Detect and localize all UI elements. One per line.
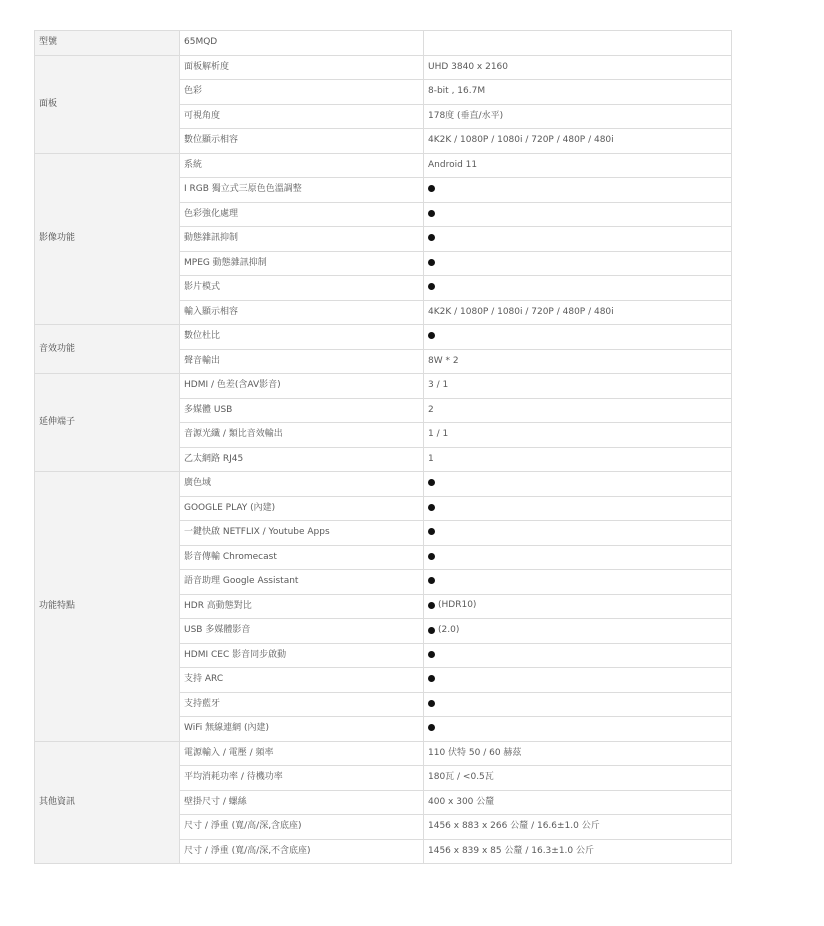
feature-label: WiFi 無線連網 (內建) [180, 717, 424, 742]
feature-label: 系統 [180, 153, 424, 178]
feature-support-cell [424, 717, 732, 742]
supported-dot-icon [428, 479, 435, 486]
feature-label: 語音助理 Google Assistant [180, 570, 424, 595]
feature-label: 尺寸 / 淨重 (寬/高/深,含底座) [180, 815, 424, 840]
supported-dot-icon [428, 627, 435, 634]
supported-dot-icon [428, 528, 435, 535]
feature-label: 支持藍牙 [180, 692, 424, 717]
category-label: 功能特點 [35, 472, 180, 742]
feature-label: 色彩強化處理 [180, 202, 424, 227]
feature-value: 4K2K / 1080P / 1080i / 720P / 480P / 480i [424, 300, 732, 325]
feature-label: 平均消耗功率 / 待機功率 [180, 766, 424, 791]
feature-label: 乙太網路 RJ45 [180, 447, 424, 472]
model-value: 65MQD [180, 31, 424, 56]
feature-value: 1 [424, 447, 732, 472]
feature-label: 數位杜比 [180, 325, 424, 350]
spec-row [35, 153, 732, 178]
feature-value: 180瓦 / <0.5瓦 [424, 766, 732, 791]
feature-value: UHD 3840 x 2160 [424, 55, 732, 80]
feature-value: 110 伏特 50 / 60 赫茲 [424, 741, 732, 766]
feature-label: 可視角度 [180, 104, 424, 129]
supported-dot-icon [428, 700, 435, 707]
feature-support-cell [424, 570, 732, 595]
feature-label: 輸入顯示相容 [180, 300, 424, 325]
model-empty-cell [424, 31, 732, 56]
feature-label: 影音傳輸 Chromecast [180, 545, 424, 570]
feature-value: 3 / 1 [424, 374, 732, 399]
supported-dot-icon [428, 234, 435, 241]
feature-support-cell [424, 227, 732, 252]
feature-label: 數位顯示相容 [180, 129, 424, 154]
category-label: 其他資訊 [35, 741, 180, 864]
spec-row [35, 55, 732, 80]
spec-table-body [35, 31, 732, 864]
feature-support-cell [424, 668, 732, 693]
feature-support-cell [424, 202, 732, 227]
supported-dot-icon [428, 577, 435, 584]
feature-label: HDMI / 色差(含AV影音) [180, 374, 424, 399]
feature-value: 400 x 300 公釐 [424, 790, 732, 815]
feature-support-cell [424, 643, 732, 668]
feature-label: 尺寸 / 淨重 (寬/高/深,不含底座) [180, 839, 424, 864]
feature-support-cell [424, 496, 732, 521]
category-label: 面板 [35, 55, 180, 153]
category-label: 延伸端子 [35, 374, 180, 472]
feature-label: 多媒體 USB [180, 398, 424, 423]
feature-label: 動態雜訊抑制 [180, 227, 424, 252]
supported-dot-icon [428, 553, 435, 560]
feature-value: 4K2K / 1080P / 1080i / 720P / 480P / 480i [424, 129, 732, 154]
supported-dot-icon [428, 602, 435, 609]
spec-row [35, 472, 732, 497]
feature-value: 178度 (垂直/水平) [424, 104, 732, 129]
feature-label: 支持 ARC [180, 668, 424, 693]
feature-label: 色彩 [180, 80, 424, 105]
model-label: 型號 [35, 31, 180, 56]
feature-support-cell [424, 178, 732, 203]
feature-support-cell [424, 276, 732, 301]
feature-value: 2 [424, 398, 732, 423]
feature-label: 面板解析度 [180, 55, 424, 80]
feature-label: 電源輸入 / 電壓 / 頻率 [180, 741, 424, 766]
spec-row [35, 741, 732, 766]
feature-value: 1456 x 839 x 85 公釐 / 16.3±1.0 公斤 [424, 839, 732, 864]
feature-support-cell [424, 545, 732, 570]
category-label: 音效功能 [35, 325, 180, 374]
feature-label: I RGB 獨立式三原色色溫調整 [180, 178, 424, 203]
supported-dot-icon [428, 259, 435, 266]
feature-support-cell [424, 325, 732, 350]
spec-table [34, 30, 732, 864]
spec-row [35, 374, 732, 399]
support-note: (2.0) [438, 624, 460, 635]
feature-label: HDMI CEC 影音同步啟動 [180, 643, 424, 668]
feature-support-cell [424, 692, 732, 717]
supported-dot-icon [428, 210, 435, 217]
feature-support-cell [424, 594, 732, 619]
feature-label: 聲音輸出 [180, 349, 424, 374]
category-label: 影像功能 [35, 153, 180, 325]
supported-dot-icon [428, 724, 435, 731]
supported-dot-icon [428, 185, 435, 192]
feature-value: 1456 x 883 x 266 公釐 / 16.6±1.0 公斤 [424, 815, 732, 840]
feature-label: HDR 高動態對比 [180, 594, 424, 619]
support-note: (HDR10) [438, 600, 477, 611]
feature-label: 影片模式 [180, 276, 424, 301]
feature-label: 音源光纖 / 類比音效輸出 [180, 423, 424, 448]
supported-dot-icon [428, 651, 435, 658]
supported-dot-icon [428, 504, 435, 511]
feature-label: 廣色域 [180, 472, 424, 497]
model-row [35, 31, 732, 56]
feature-value: 8W * 2 [424, 349, 732, 374]
feature-value: 8-bit , 16.7M [424, 80, 732, 105]
feature-support-cell [424, 521, 732, 546]
feature-label: 壁掛尺寸 / 螺絲 [180, 790, 424, 815]
feature-label: USB 多媒體影音 [180, 619, 424, 644]
feature-label: 一鍵快啟 NETFLIX / Youtube Apps [180, 521, 424, 546]
feature-label: MPEG 動態雜訊抑制 [180, 251, 424, 276]
feature-value: Android 11 [424, 153, 732, 178]
supported-dot-icon [428, 332, 435, 339]
feature-support-cell [424, 251, 732, 276]
supported-dot-icon [428, 283, 435, 290]
feature-support-cell [424, 619, 732, 644]
feature-support-cell [424, 472, 732, 497]
feature-value: 1 / 1 [424, 423, 732, 448]
spec-row [35, 325, 732, 350]
feature-label: GOOGLE PLAY (內建) [180, 496, 424, 521]
supported-dot-icon [428, 675, 435, 682]
